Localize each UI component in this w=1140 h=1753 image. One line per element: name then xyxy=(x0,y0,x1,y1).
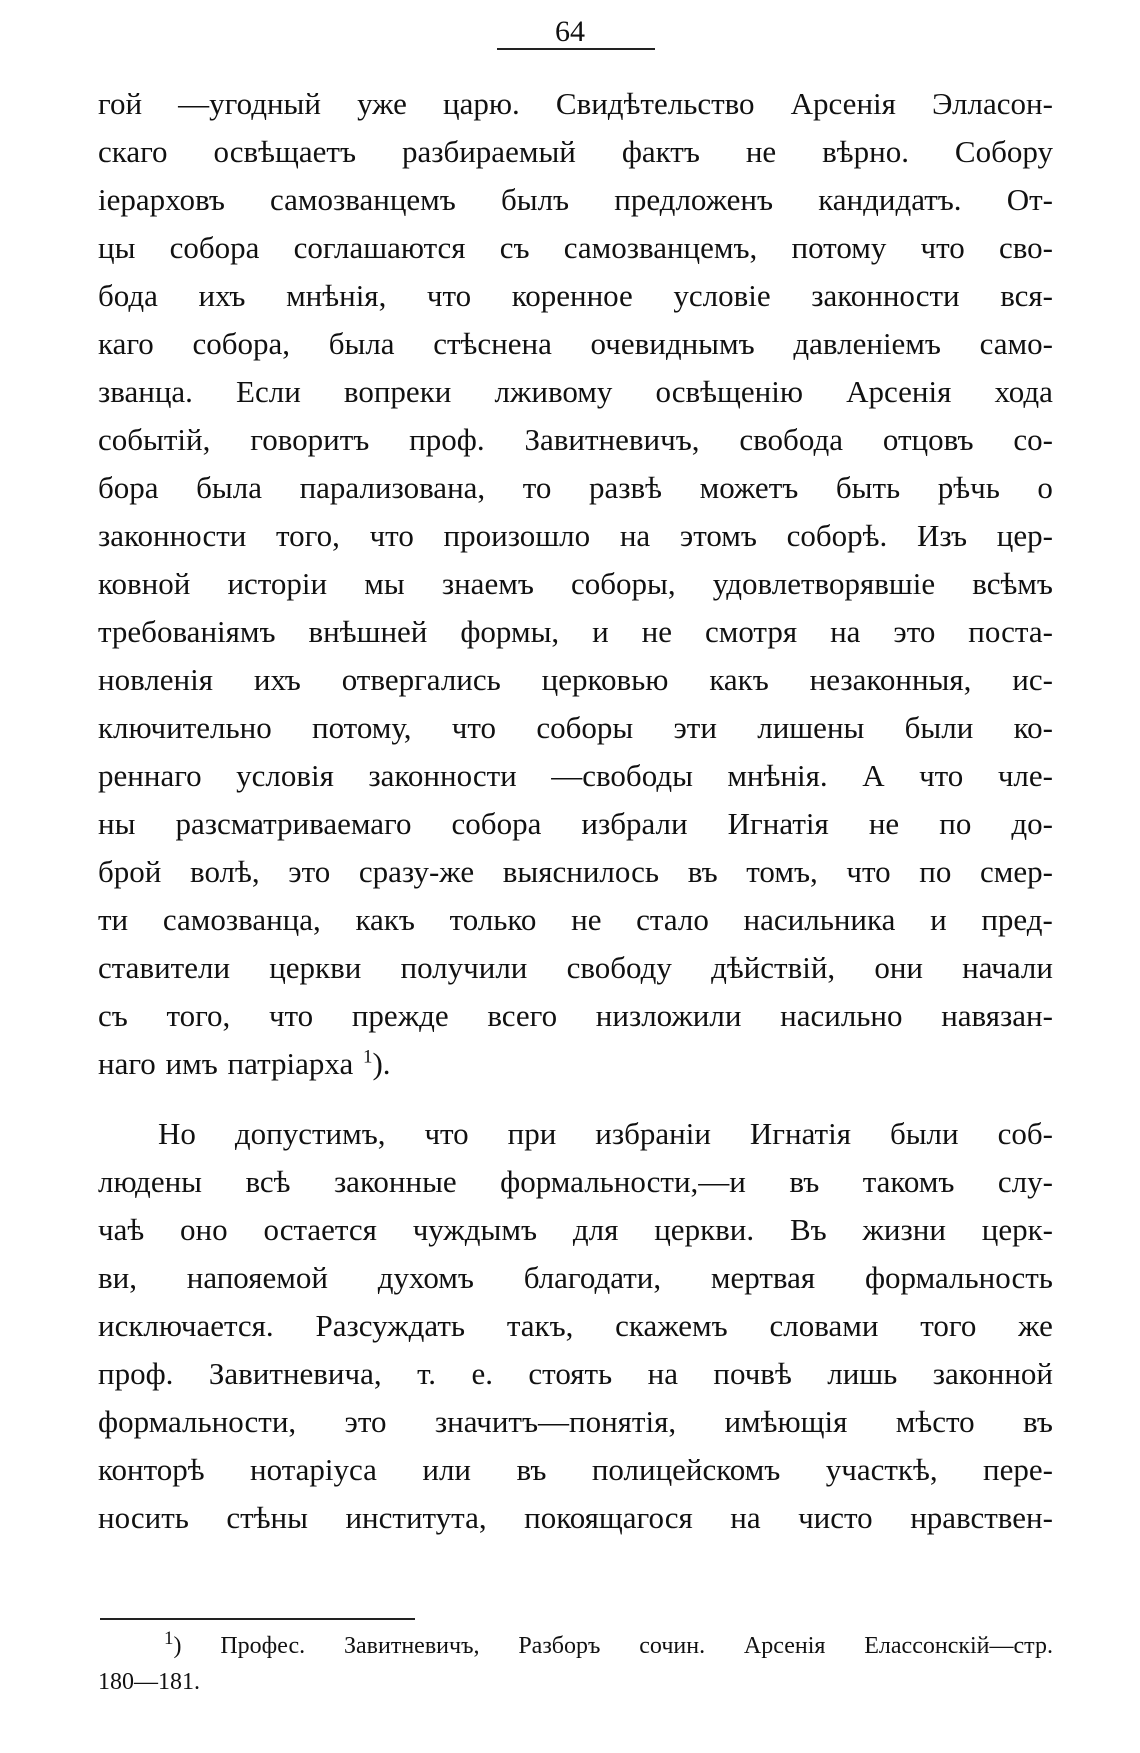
word: знаемъ xyxy=(441,566,534,601)
word: такомъ xyxy=(862,1164,955,1199)
word: допустимъ, xyxy=(234,1116,386,1151)
text-line xyxy=(98,560,1053,608)
text-line xyxy=(98,944,1053,992)
word: ставители xyxy=(98,950,231,985)
word: и xyxy=(592,614,609,649)
word: говоритъ xyxy=(250,422,370,457)
word: исторіи xyxy=(227,566,328,601)
word: Собору xyxy=(954,134,1053,169)
word: бора xyxy=(98,470,159,505)
word: и xyxy=(930,902,947,937)
word: внѣшней xyxy=(308,614,428,649)
word: участкѣ, xyxy=(825,1452,938,1487)
main-text xyxy=(98,80,1053,1542)
word: на xyxy=(619,518,651,553)
word: отвергались xyxy=(341,662,501,697)
word: всѣ xyxy=(245,1164,291,1199)
text-line xyxy=(98,1350,1053,1398)
word: очевиднымъ xyxy=(590,326,755,361)
word: церкви xyxy=(269,950,362,985)
word: всего xyxy=(487,998,558,1033)
word: Изъ xyxy=(916,518,968,553)
word: незаконныя, xyxy=(809,662,972,697)
word: на xyxy=(830,614,861,649)
word: имѣющія xyxy=(724,1404,848,1439)
word: скаго xyxy=(98,134,168,169)
word: законной xyxy=(932,1356,1053,1391)
word: института, xyxy=(345,1500,487,1535)
word: напояемой xyxy=(186,1260,328,1295)
word: потому, xyxy=(312,710,412,745)
word: вся- xyxy=(1000,278,1053,313)
word: Завитневичъ, xyxy=(524,422,700,457)
word: событій, xyxy=(98,422,211,457)
word: чуждымъ xyxy=(412,1212,538,1247)
word: былъ xyxy=(500,182,570,217)
text-line xyxy=(98,1158,1053,1206)
word: новленія xyxy=(98,662,214,697)
word: со- xyxy=(1013,422,1053,457)
word: самозванцемъ xyxy=(270,182,456,217)
word: по xyxy=(939,806,972,841)
word: проф. xyxy=(98,1356,174,1391)
word: соборы, xyxy=(570,566,676,601)
word: лживому xyxy=(494,374,613,409)
word: до- xyxy=(1011,806,1053,841)
word: этомъ xyxy=(679,518,757,553)
word: смотря xyxy=(704,614,798,649)
word: томъ, xyxy=(746,854,818,889)
word: рѣчь xyxy=(937,470,1000,505)
text-line xyxy=(98,176,1053,224)
footnote-line xyxy=(98,1628,1053,1664)
word: поста- xyxy=(968,614,1053,649)
word: Если xyxy=(236,374,301,409)
word: остается xyxy=(263,1212,377,1247)
word: же xyxy=(1018,1308,1053,1343)
word: само- xyxy=(979,326,1053,361)
text-line xyxy=(98,1254,1053,1302)
word: парализована, xyxy=(299,470,486,505)
text-line xyxy=(98,320,1053,368)
footnote-marker: 1 xyxy=(164,1628,174,1649)
word: въ xyxy=(1023,1404,1053,1439)
text-line-content: наго имъ патріарха $^1$). xyxy=(98,1046,391,1081)
word: были xyxy=(889,1116,959,1151)
word: не xyxy=(641,614,673,649)
word: словами xyxy=(769,1308,879,1343)
word: полицейскомъ xyxy=(591,1452,781,1487)
word: того, xyxy=(276,518,340,553)
word: соглашаются xyxy=(293,230,466,265)
word: то xyxy=(522,470,552,505)
word: разсматриваемаго xyxy=(175,806,412,841)
word: Игнатія xyxy=(749,1116,851,1151)
word: на xyxy=(730,1500,761,1535)
word: какъ xyxy=(709,662,769,697)
word: съ xyxy=(499,230,530,265)
word: покоящагося xyxy=(524,1500,693,1535)
word: въ xyxy=(789,1164,820,1199)
word: законности xyxy=(98,518,247,553)
word: оно xyxy=(180,1212,228,1247)
word: От- xyxy=(1006,182,1053,217)
word: для xyxy=(572,1212,619,1247)
word: о xyxy=(1037,470,1053,505)
word: мнѣнія, xyxy=(286,278,387,313)
word: чаѣ xyxy=(98,1212,145,1247)
word: мертвая xyxy=(710,1260,816,1295)
word: самозванца, xyxy=(162,902,321,937)
word: почвѣ xyxy=(713,1356,792,1391)
word: прежде xyxy=(351,998,449,1033)
word: А xyxy=(862,758,885,793)
word: церковью xyxy=(541,662,669,697)
word: коренное xyxy=(511,278,633,313)
text-line xyxy=(98,1110,1053,1158)
text-line xyxy=(98,1040,1053,1088)
word: дѣйствій, xyxy=(711,950,836,985)
word: нравствен- xyxy=(910,1500,1053,1535)
footnote-text: 180—181. xyxy=(98,1669,200,1695)
word: законные xyxy=(333,1164,457,1199)
word: духомъ xyxy=(377,1260,474,1295)
word: насильно xyxy=(780,998,903,1033)
word: лишены xyxy=(757,710,865,745)
word: освѣщаетъ xyxy=(213,134,356,169)
word: кандидатъ. xyxy=(818,182,962,217)
word: Разборъ xyxy=(518,1633,601,1659)
word: формальность xyxy=(864,1260,1053,1295)
footnote-rule xyxy=(100,1618,415,1620)
word: въ xyxy=(516,1452,547,1487)
word: нотаріуса xyxy=(250,1452,377,1487)
word: царю. xyxy=(443,86,520,121)
word: на xyxy=(647,1356,678,1391)
word: получили xyxy=(400,950,528,985)
word: каго xyxy=(98,326,154,361)
text-line xyxy=(98,416,1053,464)
word: разбираемый xyxy=(401,134,576,169)
word: свобода xyxy=(739,422,843,457)
word: слу- xyxy=(997,1164,1053,1199)
text-line xyxy=(98,896,1053,944)
word: произошло xyxy=(443,518,591,553)
word: сразу-же xyxy=(358,854,475,889)
word: они xyxy=(874,950,923,985)
word: стало xyxy=(636,902,709,937)
word: это xyxy=(288,854,331,889)
word: брой xyxy=(98,854,162,889)
word: условія xyxy=(236,758,334,793)
word: развѣ xyxy=(589,470,662,505)
word: была xyxy=(196,470,262,505)
word: формальности, xyxy=(98,1404,297,1439)
word: насильника xyxy=(743,902,896,937)
text-line xyxy=(98,1446,1053,1494)
text-line xyxy=(98,800,1053,848)
word: при xyxy=(507,1116,557,1151)
text-line xyxy=(98,80,1053,128)
word: выяснилось xyxy=(502,854,660,889)
word: законности xyxy=(811,278,960,313)
word: стѣснена xyxy=(433,326,552,361)
footnote xyxy=(98,1628,1053,1700)
word: что xyxy=(451,710,497,745)
word: формальности,—и xyxy=(500,1164,746,1199)
word: что xyxy=(920,230,965,265)
text-line xyxy=(98,752,1053,800)
word: ключительно xyxy=(98,710,272,745)
word: низложили xyxy=(595,998,742,1033)
word: такъ, xyxy=(506,1308,574,1343)
word: собора, xyxy=(192,326,291,361)
word: соборѣ. xyxy=(786,518,888,553)
word: ихъ xyxy=(253,662,301,697)
word: мнѣнія. xyxy=(727,758,828,793)
word: іерарховъ xyxy=(98,182,225,217)
word: начали xyxy=(962,950,1053,985)
word: вопреки xyxy=(343,374,452,409)
text-line xyxy=(98,368,1053,416)
word: чисто xyxy=(798,1500,873,1535)
footnote-reference: 1 xyxy=(362,1046,373,1068)
text-line xyxy=(98,848,1053,896)
word: требованіямъ xyxy=(98,614,276,649)
word: конторѣ xyxy=(98,1452,205,1487)
word: что xyxy=(268,998,314,1033)
word: въ xyxy=(687,854,718,889)
word: Игнатія xyxy=(727,806,829,841)
word: сочин. xyxy=(639,1633,706,1659)
word: чле- xyxy=(997,758,1053,793)
word: цы xyxy=(98,230,136,265)
word: Разсуждать xyxy=(315,1308,466,1343)
word: вѣрно. xyxy=(822,134,909,169)
text-line xyxy=(98,1398,1053,1446)
word: что xyxy=(846,854,891,889)
word: что xyxy=(369,518,414,553)
text-line xyxy=(98,704,1053,752)
word: исключается. xyxy=(98,1308,274,1343)
word: что xyxy=(426,278,472,313)
word: стѣны xyxy=(226,1500,308,1535)
word: только xyxy=(449,902,537,937)
word: что xyxy=(424,1116,469,1151)
page-number: 64 xyxy=(555,15,585,48)
word: какъ xyxy=(355,902,415,937)
word: избрали xyxy=(581,806,688,841)
word: званца. xyxy=(98,374,193,409)
word: это xyxy=(344,1404,387,1439)
word: цер- xyxy=(996,518,1053,553)
word: собора xyxy=(451,806,542,841)
word: эти xyxy=(673,710,717,745)
page-number-rule xyxy=(497,48,655,50)
word: или xyxy=(422,1452,472,1487)
word: избраніи xyxy=(595,1116,711,1151)
word: ис- xyxy=(1012,662,1053,697)
word: давленіемъ xyxy=(793,326,941,361)
word: всѣмъ xyxy=(972,566,1053,601)
text-line xyxy=(98,608,1053,656)
word: Элласон- xyxy=(932,86,1053,121)
word: ны xyxy=(98,806,136,841)
word: не xyxy=(571,902,602,937)
word: отцовъ xyxy=(882,422,974,457)
word: церк- xyxy=(981,1212,1053,1247)
word: смер- xyxy=(980,854,1053,889)
word: не xyxy=(745,134,777,169)
text-line xyxy=(98,464,1053,512)
word: была xyxy=(328,326,395,361)
word: ти xyxy=(98,902,129,937)
word: мы xyxy=(364,566,405,601)
word: предложенъ xyxy=(614,182,774,217)
word: уже xyxy=(357,86,407,121)
word: лишь xyxy=(827,1356,898,1391)
word: людены xyxy=(98,1164,203,1199)
footnote-line xyxy=(98,1664,1053,1700)
word: пред- xyxy=(981,902,1053,937)
word: е. xyxy=(471,1356,493,1391)
word: фактъ xyxy=(621,134,700,169)
text-line xyxy=(98,1206,1053,1254)
word: Но xyxy=(158,1116,196,1151)
word: церкви. xyxy=(654,1212,755,1247)
word: Въ xyxy=(789,1212,827,1247)
word: сво- xyxy=(998,230,1053,265)
word: не xyxy=(868,806,900,841)
word: соборы xyxy=(536,710,634,745)
word: —свободы xyxy=(551,758,693,793)
word: свободу xyxy=(566,950,672,985)
word: жизни xyxy=(862,1212,946,1247)
text-line xyxy=(98,272,1053,320)
text-line xyxy=(98,656,1053,704)
word: реннаго xyxy=(98,758,202,793)
word: ковной xyxy=(98,566,191,601)
word: Свидѣтельство xyxy=(555,86,755,121)
word: Арсенія xyxy=(846,374,952,409)
paragraph-gap xyxy=(98,1088,1053,1110)
word: соб- xyxy=(997,1116,1053,1151)
word: $^1$) xyxy=(164,1628,182,1659)
text-line xyxy=(98,1302,1053,1350)
word: навязан- xyxy=(941,998,1053,1033)
word: т. xyxy=(417,1356,437,1391)
word: носить xyxy=(98,1500,189,1535)
word: ви, xyxy=(98,1260,137,1295)
word: пере- xyxy=(983,1452,1053,1487)
text-line xyxy=(98,512,1053,560)
word: стоять xyxy=(528,1356,613,1391)
word: бода xyxy=(98,278,158,313)
word: того xyxy=(920,1308,977,1343)
word: освѣщенію xyxy=(655,374,804,409)
word: благодати, xyxy=(523,1260,662,1295)
word: скажемъ xyxy=(615,1308,728,1343)
word: это xyxy=(893,614,936,649)
word: волѣ, xyxy=(190,854,260,889)
word: —угодный xyxy=(178,86,321,121)
word: что xyxy=(919,758,964,793)
text-line xyxy=(98,224,1053,272)
word: удовлетворявшіе xyxy=(712,566,936,601)
word: Арсенія xyxy=(743,1633,826,1659)
word: условіе xyxy=(673,278,771,313)
text-line xyxy=(98,992,1053,1040)
word: законности xyxy=(368,758,517,793)
word: ко- xyxy=(1013,710,1053,745)
word: по xyxy=(919,854,952,889)
word: быть xyxy=(835,470,901,505)
word: Завитневичъ, xyxy=(343,1633,480,1659)
word: значитъ—понятія, xyxy=(434,1404,677,1439)
word: хода xyxy=(994,374,1053,409)
word: ихъ xyxy=(198,278,246,313)
word: того, xyxy=(166,998,231,1033)
word: были xyxy=(904,710,974,745)
text-line xyxy=(98,128,1053,176)
word: съ xyxy=(98,998,128,1033)
word: Профес. xyxy=(220,1633,306,1659)
word: потому xyxy=(791,230,887,265)
word: формы, xyxy=(460,614,560,649)
word: собора xyxy=(169,230,260,265)
word: Арсенія xyxy=(790,86,896,121)
word: можетъ xyxy=(699,470,799,505)
word: гой xyxy=(98,86,143,121)
text-line xyxy=(98,1494,1053,1542)
word: Елассонскій—стр. xyxy=(864,1633,1053,1659)
word: самозванцемъ, xyxy=(563,230,758,265)
word: проф. xyxy=(409,422,485,457)
word: Завитневича, xyxy=(208,1356,382,1391)
word: мѣсто xyxy=(895,1404,975,1439)
